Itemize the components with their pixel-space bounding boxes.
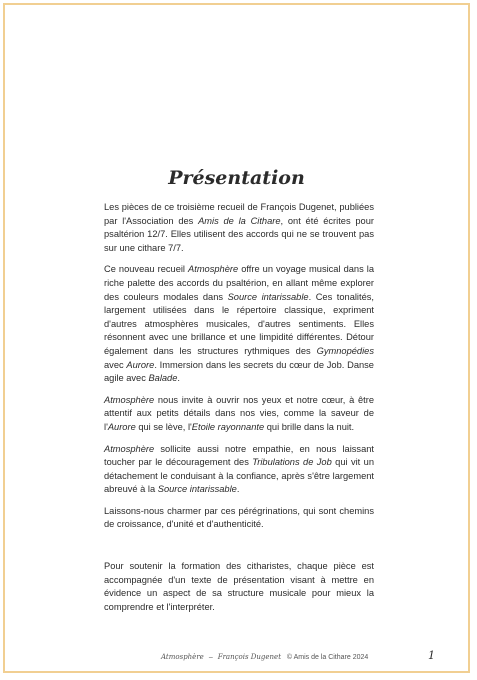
text-run-italic: Aurore [126,359,155,370]
page [3,3,470,673]
text-run: avec [104,359,127,370]
text-run-italic: Atmosphère [104,394,155,405]
text-run: qui vit un détachement le conduisant à la confiance, après s'être largement abreuvé à la [104,457,374,495]
paragraph-4 [104,443,374,497]
paragraph-1 [104,201,374,255]
text-run-italic: Balade [148,373,178,384]
footer-book-title: Atmosphère [161,653,204,661]
text-run: . Immersion dans les secrets du cœur de Job. Danse agile avec [104,359,374,384]
text-run: qui brille dans la nuit. [264,421,355,432]
text-run: , ont été écrites pour psaltérion 12/7. Elles utilisent des accords qui ne se trouvent pas sur une cithare 7/7. [104,215,374,253]
body-text [104,201,374,622]
footer-author: François Dugenet [217,653,282,661]
page-footer [161,653,368,661]
text-run-italic: Amis de la Cithare [198,215,281,226]
text-run: . [236,484,240,495]
text-run-italic: Aurore [107,421,136,432]
text-run: Les pièces de ce troisième recueil de François Dugenet, publiées par l'Association des [104,202,374,226]
text-run-italic: Atmosphère [104,443,155,454]
text-run: Ce nouveau recueil [104,264,189,275]
footer-separator: – [208,654,213,661]
text-run-italic: Source intarissable [157,484,237,495]
footer-copyright: © Amis de la Cithare 2024 [286,654,369,661]
text-run-italic: Tribulations de Job [252,457,332,468]
page-number: 1 [428,649,435,662]
text-run-italic: Gymnopédies [316,345,374,356]
text-run-italic: Etoile rayonnante [191,421,265,432]
text-run: qui se lève, l' [135,421,192,432]
text-run-italic: Source intarissable [227,291,309,302]
text-run-italic: Atmosphère [188,264,239,275]
text-run: . [177,373,180,384]
paragraph-6: Pour soutenir la formation des citharistes, chaque pièce est accompagnée d'un texte de présentation visant à mettre en évidence un aspect de sa structure musicale pour mieux la comprendre et l'interpréter. [104,561,374,612]
text-run: . Ces tonalités, largement utilisées dans le répertoire classique, expriment d'autres atmosphères musicales, d'autres sentiments. Elles résonnent avec une brillance et une limpidité différentes. Détour également dans les structures rythmiques des [104,291,374,356]
text-run: offre un voyage musical dans la riche palette des accords du psaltérion, en allant même explorer des couleurs modales dans [104,264,374,302]
paragraph-3 [104,394,374,435]
page-title: Présentation [168,167,305,189]
text-run: nous invite à ouvrir nos yeux et notre cœur, à être attentif aux petits détails dans nos vies, comme la saveur de l' [104,394,374,432]
paragraph-2 [104,263,374,385]
text-run: sollicite aussi notre empathie, en nous laissant toucher par le découragement des [104,443,374,468]
paragraph-5: Laissons-nous charmer par ces pérégrinations, qui sont chemins de croissance, d'unité et d'authenticité. [104,505,374,530]
